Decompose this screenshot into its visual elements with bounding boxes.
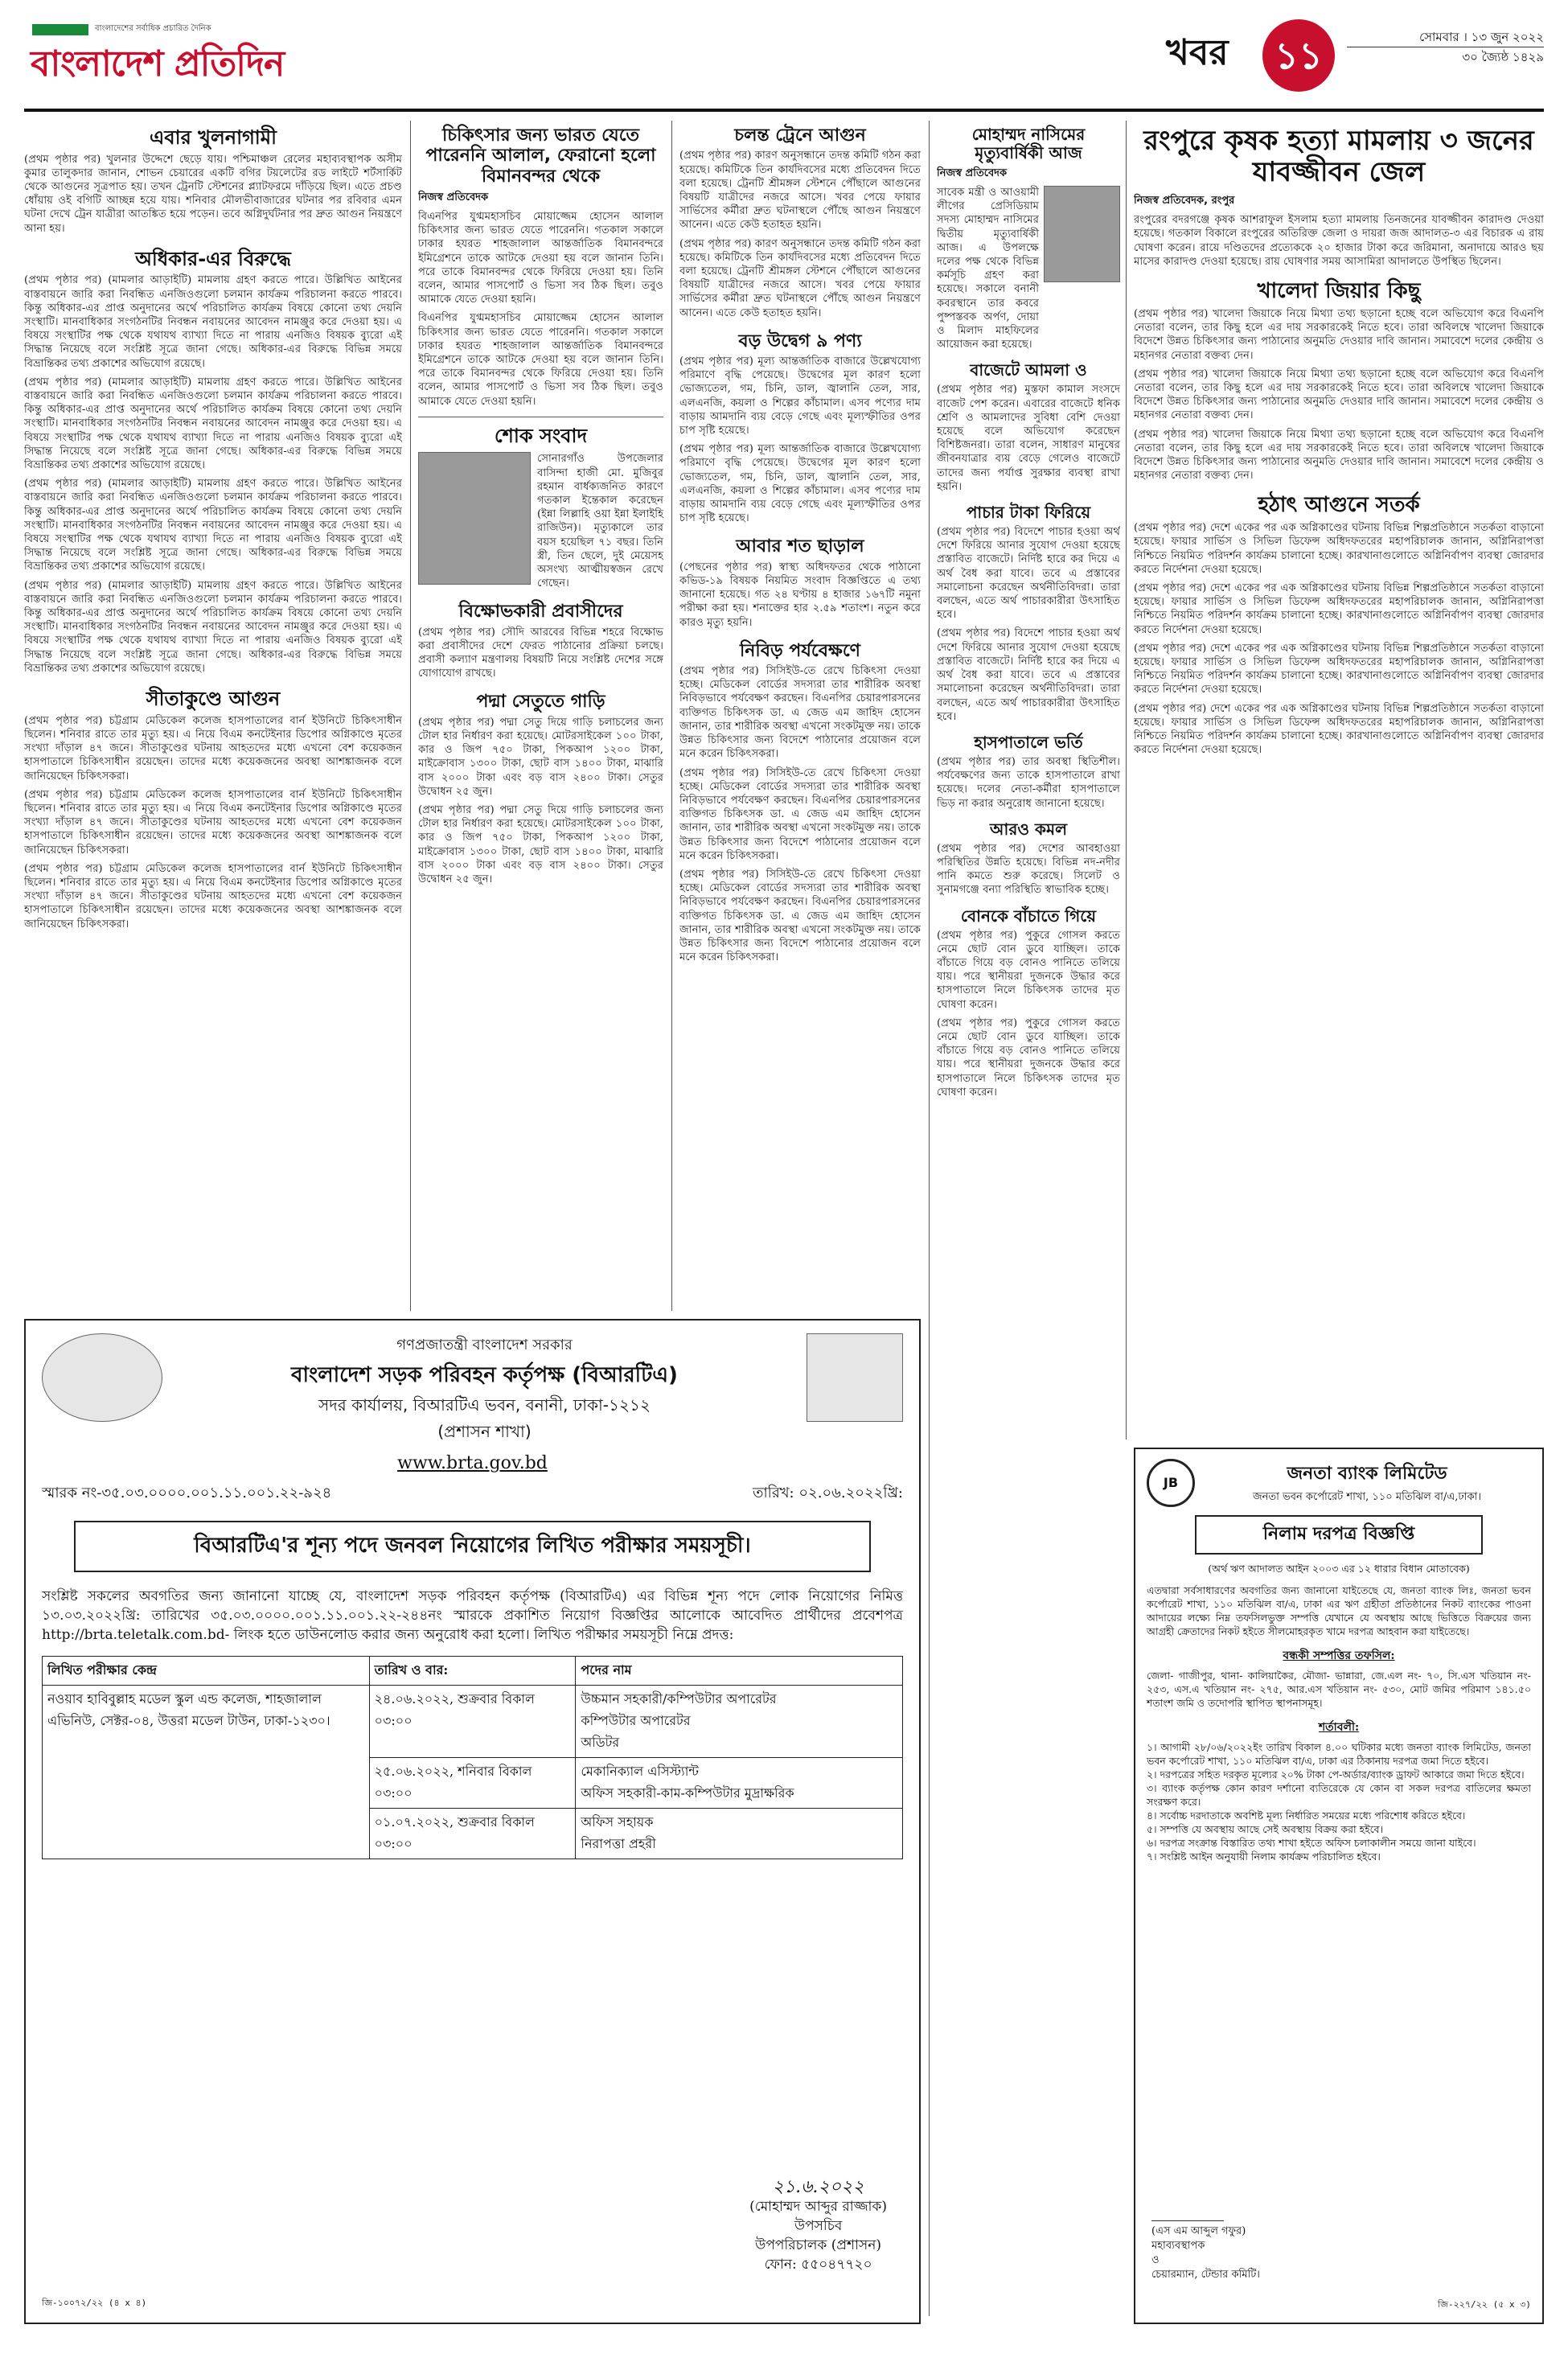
date-secondary: ৩০ জ্যৈষ্ঠ ১৪২৯ [1462, 50, 1544, 64]
story-body-continued: (প্রথম পৃষ্ঠার পর) চট্টগ্রাম মেডিকেল কলেজ হাসপাতালের বার্ন ইউনিটে চিকিৎসাধীন ছিলেন। শনিবার রাতে তার মৃত্যু হয়। এ নিয়ে বিএম কনটেইনার ডিপোর অগ্নিকাণ্ডে মৃতের সংখ্যা দাঁড়াল ৪৭ জনে। সীতাকুণ্ডের ঘটনায় আহতদের মধ্যে এখনো বেশ কয়েকজন হাসপাতালে চিকিৎসাধীন রয়েছেন। তাদের মধ্যে কয়েকজনের অবস্থা আশঙ্কাজনক বলে জানিয়েছেন চিকিৎসকরা। [24, 788, 402, 856]
post-name: উচ্চমান সহকারী/কম্পিউটার অপারেটর [581, 1691, 777, 1707]
story-body-continued: (প্রথম পৃষ্ঠার পর) সিসিইউ-তে রেখে চিকিৎসা দেওয়া হচ্ছে। মেডিকেল বোর্ডের সদস্যরা তার শারীরিক অবস্থা নিবিড়ভাবে পর্যবেক্ষণ করছেন। বিএনপির চেয়ারপারসনের ব্যক্তিগত চিকিৎসক ডা. এ জেড এম জাহিদ হোসেন জানান, তার শারীরিক অবস্থা এখনো সংকটমুক্ত নয়। তাকে উন্নত চিকিৎসার জন্য বিদেশে পাঠানোর প্রয়োজন বলে মনে করেন চিকিৎসকরা। [679, 868, 921, 964]
story-headline[interactable]: হঠাৎ আগুনে সতর্ক [1258, 493, 1420, 518]
anniversary-emblem [42, 1333, 162, 1422]
story-body-continued: (প্রথম পৃষ্ঠার পর) (মামলার আড়াইটি) মামলায় গ্রহণ করতে পারে। উল্লিখিত আইনের বাস্তবায়নে জারি করা নিবন্ধিত এনজিওগুলো চলমান কার্যক্রম পরিচালনা করতে পারবে। কিন্তু অধিকার-এর প্রাপ্ত অনুদানের অর্থে পরিচালিত কার্যক্রম বিষয়ে কোনো তথ্য দেয়নি সংস্থাটি। মানবাধিকার সংগঠনটির নিবন্ধন নবায়নের আবেদন নামঞ্জুর করে দেওয়া হয়। এ বিষয়ে সংস্থাটির পক্ষ থেকে যথাযথ ব্যাখ্যা দিতে না পারায় এনজিও বিষয়ক ব্যুরো এই সিদ্ধান্ত নিয়েছে বলে সংশ্লিষ্ট সূত্রে জানা গেছে। অধিকার-এর বিরুদ্ধে বিভিন্ন সময়ে বিভ্রান্তিকর তথ্য প্রকাশের অভিযোগ রয়েছে। [24, 376, 402, 472]
story-body-continued: (প্রথম পৃষ্ঠার পর) খালেদা জিয়াকে নিয়ে মিথ্যা তথ্য ছড়ানো হচ্ছে বলে অভিযোগ করে বিএনপি নেতারা বলেন, তার কিছু হলে এর দায় সরকারকেই নিতে হবে। তারা অবিলম্বে খালেদা জিয়াকে বিদেশে উন্নত চিকিৎসার জন্য পাঠানোর অনুমতি দেওয়ার দাবি জানান। সমাবেশে দলের কেন্দ্রীয় ও মহানগর নেতারা বক্তব্য দেন। [1134, 428, 1544, 483]
signer-name: (মোহাম্মদ আব্দুর রাজ্জাক) [749, 2199, 887, 2215]
signer-title: উপসচিব [794, 2218, 843, 2234]
story-body-continued: (প্রথম পৃষ্ঠার পর) দেশে একের পর এক অগ্নিকাণ্ডের ঘটনায় বিভিন্ন শিল্পপ্রতিষ্ঠানে সতর্কতা বাড়ানো হয়েছে। ফায়ার সার্ভিস ও সিভিল ডিফেন্স অধিদফতরের মহাপরিচালক জানান, অগ্নিনিরাপত্তা নিশ্চিতে নিয়মিত পরিদর্শন কার্যক্রম চালানো হচ্ছে। কারখানাগুলোতে অগ্নিনির্বাপণ ব্যবস্থা জোরদার করতে নির্দেশনা দেওয়া হয়েছে। [1134, 582, 1544, 636]
masthead [24, 16, 1544, 113]
story-headline[interactable]: অধিকার-এর বিরুদ্ধে [135, 247, 291, 270]
story-headline[interactable]: নিবিড় পর্যবেক্ষণে [740, 640, 860, 661]
story-headline[interactable]: চলন্ত ট্রেনে আগুন [734, 125, 866, 146]
terms-item: ৫। সম্পত্তি যে অবস্থায় আছে সেই অবস্থায় বিক্রয় করা হইবে। [1147, 1823, 1384, 1835]
story-body: (প্রথম পৃষ্ঠার পর) বিদেশে পাচার হওয়া অর্থ দেশে ফিরিয়ে আনার সুযোগ দেওয়া হয়েছে প্রস্তাবিত বাজেটে। নির্দিষ্ট হারে কর দিয়ে এ অর্থ বৈধ করা যাবে। তবে এ প্রস্তাবের সমালোচনা করেছেন অর্থনীতিবিদরা। তারা বলছেন, এতে অর্থ পাচারকারীরা উৎসাহিত হবে। [937, 526, 1120, 622]
story-headline[interactable]: মোহাম্মদ নাসিমের মৃত্যুবার্ষিকী আজ [971, 125, 1086, 162]
story-body: সাবেক মন্ত্রী ও আওয়ামী লীগের প্রেসিডিয়াম সদস্য মোহাম্মদ নাসিমের দ্বিতীয় মৃত্যুবার্ষিকী আজ। এ উপলক্ষে দলের পক্ষ থেকে বিভিন্ন কর্মসূচি গ্রহণ করা হয়েছে। সকালে বনানী কবরস্থানে তার কবরে পুষ্পস্তবক অর্পণ, দোয়া ও মিলাদ মাহফিলের আয়োজন করা হয়েছে। [937, 187, 1039, 351]
story-body-continued: (প্রথম পৃষ্ঠার পর) দেশে একের পর এক অগ্নিকাণ্ডের ঘটনায় বিভিন্ন শিল্পপ্রতিষ্ঠানে সতর্কতা বাড়ানো হয়েছে। ফায়ার সার্ভিস ও সিভিল ডিফেন্স অধিদফতরের মহাপরিচালক জানান, অগ্নিনিরাপত্তা নিশ্চিতে নিয়মিত পরিদর্শন কার্যক্রম চালানো হচ্ছে। কারখানাগুলোতে অগ্নিনির্বাপণ ব্যবস্থা জোরদার করতে নির্দেশনা দেওয়া হয়েছে। [1134, 702, 1544, 757]
byline: নিজস্ব প্রতিবেদক, রংপুর [1134, 195, 1235, 207]
terms-item: ৭। সংশ্লিষ্ট আইন অনুযায়ী নিলাম কার্যক্রম পরিচালিত হইবে। [1147, 1850, 1381, 1863]
masthead-rule [24, 109, 1544, 112]
exam-posts [576, 1686, 903, 1758]
schedule-title: বন্ধকী সম্পত্তির তফসিল: [1283, 1649, 1395, 1662]
post-name: নিরাপত্তা প্রহরী [581, 1836, 656, 1851]
story-body: (প্রথম পৃষ্ঠার পর) দেশের আবহাওয়া পরিস্থিতির উন্নতি হয়েছে। বিভিন্ন নদ-নদীর পানি কমতে শুরু করেছে। সিলেট ও সুনামগঞ্জে বন্যা পরিস্থিতি স্বাভাবিক হচ্ছে। [937, 842, 1120, 897]
exam-date: ০১.০৭.২০২২, শুক্রবার বিকাল ০৩:০০ [369, 1809, 576, 1859]
table-header-cell: পদের নাম [576, 1657, 903, 1686]
act-reference: (অর্থ ঋণ আদালত আইন ২০০৩ এর ১২ ধারার বিধান মোতাবেক) [1208, 1563, 1470, 1575]
terms-item: ১। আগামী ২৮/০৬/২০২২ইং তারিখ বিকাল ৪.০০ ঘটিকার মধ্যে জনতা ব্যাংক লিমিটেড, জনতা ভবন কর্পোরেট শাখা, ১১০ মতিঝিল বা/এ, ঢাকা এর ঠিকানায় দরপত্র জমা দিতে হইবে। [1147, 1741, 1531, 1767]
signature: ২১.৬.২০২২ [772, 2177, 864, 2197]
story-body: (প্রথম পৃষ্ঠার পর) মূল্য আন্তর্জাতিক বাজারে উল্লেখযোগ্য পরিমাণে বৃদ্ধি পেয়েছে। উদ্বেগের মূল কারণ হলো ভোজ্যতেল, গম, চিনি, ডাল, জ্বালানি তেল, সার, এলএনজি, কয়লা ও শিল্পের কাঁচামাল। এসব পণ্যের দাম বাড়ায় আমদানি ব্যয় বেড়ে গেছে এবং মূল্যস্ফীতির ওপর চাপ সৃষ্টি হয়েছে। [679, 355, 921, 437]
notice-title: নিলাম দরপত্র বিজ্ঞপ্তি [1195, 1515, 1483, 1555]
story-body-continued: বিএনপির যুগ্মমহাসচিব মোয়াজ্জেম হোসেন আলাল চিকিৎসার জন্য ভারত যেতে পারেননি। গতকাল সকালে ঢাকার হযরত শাহজালাল আন্তর্জাতিক বিমানবন্দরে ইমিগ্রেশনে তাকে আটকে দেওয়া হয় বলে জানান তিনি। পরে তাকে বিমানবন্দর থেকে ফিরিয়ে দেওয়া হয়। তিনি বলেন, আমার পাসপোর্ট ও ভিসা সব ঠিক ছিল। তবুও আমাকে যেতে দেওয়া হয়নি। [418, 312, 663, 408]
terms-item: ৬। দরপত্র সংক্রান্ত বিস্তারিত তথ্য শাখা হইতে অফিস চলাকালীন সময়ে জানা যাইবে। [1147, 1837, 1476, 1849]
signature-mark [1151, 2204, 1224, 2221]
page-number-badge: ১১ [1262, 19, 1335, 92]
story-body: (প্রথম পৃষ্ঠার পর) কারণ অনুসন্ধানে তদন্ত কমিটি গঠন করা হয়েছে। কমিটিকে তিন কার্যদিবসের মধ্যে প্রতিবেদন দিতে বলা হয়েছে। ট্রেনটি শ্রীমঙ্গল স্টেশনে পৌঁছালে আগুনের বিষয়টি যাত্রীদের নজরে আসে। খবর পেয়ে ফায়ার সার্ভিসের কর্মীরা দ্রুত ঘটনাস্থলে পৌঁছে আগুন নিয়ন্ত্রণে আনেন। এতে কেউ হতাহত হয়নি। [679, 150, 921, 232]
bank-header [1147, 1459, 1531, 1507]
signer-phone: ফোন: ৫৫০৪৭৭২০ [764, 2257, 872, 2273]
story-body-continued: (প্রথম পৃষ্ঠার পর) দেশে একের পর এক অগ্নিকাণ্ডের ঘটনায় বিভিন্ন শিল্পপ্রতিষ্ঠানে সতর্কতা বাড়ানো হয়েছে। ফায়ার সার্ভিস ও সিভিল ডিফেন্স অধিদফতরের মহাপরিচালক জানান, অগ্নিনিরাপত্তা নিশ্চিতে নিয়মিত পরিদর্শন কার্যক্রম চালানো হচ্ছে। কারখানাগুলোতে অগ্নিনির্বাপণ ব্যবস্থা জোরদার করতে নির্দেশনা দেওয়া হয়েছে। [1134, 642, 1544, 696]
column-divider [410, 121, 411, 1311]
signer-role: উপপরিচালক (প্রশাসন) [755, 2237, 882, 2253]
portrait-photo [1044, 186, 1120, 282]
story-body: (প্রথম পৃষ্ঠার পর) পুকুরে গোসল করতে নেমে ছোট বোন ডুবে যাচ্ছিল। তাকে বাঁচাতে গিয়ে বড় বোনও পানিতে তলিয়ে যায়। পরে স্থানীয়রা দুজনকে উদ্ধার করে হাসপাতালে নিলে চিকিৎসক তাদের মৃত ঘোষণা করেন। [937, 929, 1120, 1011]
column-5 [1134, 121, 1544, 1440]
table-header-cell: তারিখ ও বার: [369, 1657, 576, 1686]
table-header-row [43, 1657, 903, 1686]
table-header-cell: লিখিত পরীক্ষার কেন্দ্র [43, 1657, 370, 1686]
brta-advertisement[interactable] [24, 1319, 921, 2324]
story-headline[interactable]: বিক্ষোভকারী প্রবাসীদের [458, 602, 623, 622]
story-body-continued: (প্রথম পৃষ্ঠার পর) (মামলার আড়াইটি) মামলায় গ্রহণ করতে পারে। উল্লিখিত আইনের বাস্তবায়নে জারি করা নিবন্ধিত এনজিওগুলো চলমান কার্যক্রম পরিচালনা করতে পারবে। কিন্তু অধিকার-এর প্রাপ্ত অনুদানের অর্থে পরিচালিত কার্যক্রম বিষয়ে কোনো তথ্য দেয়নি সংস্থাটি। মানবাধিকার সংগঠনটির নিবন্ধন নবায়নের আবেদন নামঞ্জুর করে দেওয়া হয়। এ বিষয়ে সংস্থাটির পক্ষ থেকে যথাযথ ব্যাখ্যা দিতে না পারায় এনজিও বিষয়ক ব্যুরো এই সিদ্ধান্ত নিয়েছে বলে সংশ্লিষ্ট সূত্রে জানা গেছে। অধিকার-এর বিরুদ্ধে বিভিন্ন সময়ে বিভ্রান্তিকর তথ্য প্রকাশের অভিযোগ রয়েছে। [24, 579, 402, 675]
story-body: (প্রথম পৃষ্ঠার পর) মুস্তফা কামাল সংসদে বাজেট পেশ করেন। এবারের বাজেটে ধনিক শ্রেণি ও আমলাদের সুবিধা বেশি দেওয়া হয়েছে বলে অভিযোগ করেছেন বিশিষ্টজনরা। তারা বলেন, সাধারণ মানুষের জীবনযাত্রার ব্যয় বেড়ে গেলেও বাজেটে তাদের জন্য পর্যাপ্ত সুরক্ষার ব্যবস্থা রাখা হয়নি। [937, 384, 1120, 493]
section-title: খবর [1166, 32, 1229, 73]
story-body: (প্রথম পৃষ্ঠার পর) (মামলার আড়াইটি) মামলায় গ্রহণ করতে পারে। উল্লিখিত আইনের বাস্তবায়নে জারি করা নিবন্ধিত এনজিওগুলো চলমান কার্যক্রম পরিচালনা করতে পারবে। কিন্তু অধিকার-এর প্রাপ্ত অনুদানের অর্থে পরিচালিত কার্যক্রম বিষয়ে কোনো তথ্য দেয়নি সংস্থাটি। মানবাধিকার সংগঠনটির নিবন্ধন নবায়নের আবেদন নামঞ্জুর করে দেওয়া হয়। এ বিষয়ে সংস্থাটির পক্ষ থেকে যথাযথ ব্যাখ্যা দিতে না পারায় এনজিও বিষয়ক ব্যুরো এই সিদ্ধান্ত নিয়েছে বলে সংশ্লিষ্ট সূত্রে জানা গেছে। অধিকার-এর বিরুদ্ধে বিভিন্ন সময়ে বিভ্রান্তিকর তথ্য প্রকাশের অভিযোগ রয়েছে। [24, 274, 402, 370]
post-name: অফিস সহকারী-কাম-কম্পিউটার মুদ্রাক্ষরিক [581, 1785, 794, 1801]
website-link[interactable]: www.brta.gov.bd [397, 1453, 548, 1473]
story-body: (প্রথম পৃষ্ঠার পর) চট্টগ্রাম মেডিকেল কলেজ হাসপাতালের বার্ন ইউনিটে চিকিৎসাধীন ছিলেন। শনিবার রাতে তার মৃত্যু হয়। এ নিয়ে বিএম কনটেইনার ডিপোর অগ্নিকাণ্ডে মৃতের সংখ্যা দাঁড়াল ৪৭ জনে। সীতাকুণ্ডের ঘটনায় আহতদের মধ্যে এখনো বেশ কয়েকজন হাসপাতালে চিকিৎসাধীন রয়েছেন। তাদের মধ্যে কয়েকজনের অবস্থা আশঙ্কাজনক বলে জানিয়েছেন চিকিৎসকরা। [24, 714, 402, 782]
newspaper-logo[interactable] [24, 16, 289, 105]
story-body: (প্রথম পৃষ্ঠার পর) পদ্মা সেতু দিয়ে গাড়ি চলাচলের জন্য টোল হার নির্ধারণ করা হয়েছে। মোটরসাইকেল ১০০ টাকা, কার ও জিপ ৭৫০ টাকা, পিকআপ ১২০০ টাকা, মাইক্রোবাস ১৩০০ টাকা, ছোট বাস ১৪০০ টাকা, মাঝারি বাস ২০০০ টাকা এবং বড় বাস ২৪০০ টাকা। সেতুর উদ্বোধন ২৫ জুন। [418, 716, 663, 798]
bank-logo: JB [1147, 1459, 1195, 1507]
logo-name: বাংলাদেশ প্রতিদিন [31, 43, 285, 84]
story-body: বিএনপির যুগ্মমহাসচিব মোয়াজ্জেম হোসেন আলাল চিকিৎসার জন্য ভারত যেতে পারেননি। গতকাল সকালে ঢাকার হযরত শাহজালাল আন্তর্জাতিক বিমানবন্দরে ইমিগ্রেশনে তাকে আটকে দেওয়া হয় বলে জানান তিনি। পরে তাকে বিমানবন্দর থেকে ফিরিয়ে দেওয়া হয়। তিনি বলেন, আমার পাসপোর্ট ও ভিসা সব ঠিক ছিল। তবুও আমাকে যেতে দেওয়া হয়নি। [418, 210, 663, 306]
story-body-continued: (প্রথম পৃষ্ঠার পর) পদ্মা সেতু দিয়ে গাড়ি চলাচলের জন্য টোল হার নির্ধারণ করা হয়েছে। মোটরসাইকেল ১০০ টাকা, কার ও জিপ ৭৫০ টাকা, পিকআপ ১২০০ টাকা, মাইক্রোবাস ১৩০০ টাকা, ছোট বাস ১৪০০ টাকা, মাঝারি বাস ২০০০ টাকা এবং বড় বাস ২৪০০ টাকা। সেতুর উদ্বোধন ২৫ জুন। [418, 803, 663, 885]
story-headline[interactable]: আরও কমল [989, 819, 1067, 839]
column-4 [937, 121, 1120, 1970]
story-headline[interactable]: সীতাকুণ্ডে আগুন [146, 688, 281, 711]
obituary-block [418, 452, 663, 590]
memo-number: স্মারক নং-৩৫.০৩.০০০০.০০১.১১.০০১.২২-৯২৪ [42, 1485, 332, 1501]
ad-code: জি-২২৭/২২ (৫ x ৩) [1437, 2299, 1531, 2310]
exam-date: ২৫.০৬.২০২২, শনিবার বিকাল ০৩:০০ [369, 1758, 576, 1809]
story-body-continued: (প্রথম পৃষ্ঠার পর) চট্টগ্রাম মেডিকেল কলেজ হাসপাতালের বার্ন ইউনিটে চিকিৎসাধীন ছিলেন। শনিবার রাতে তার মৃত্যু হয়। এ নিয়ে বিএম কনটেইনার ডিপোর অগ্নিকাণ্ডে মৃতের সংখ্যা দাঁড়াল ৪৭ জনে। সীতাকুণ্ডের ঘটনায় আহতদের মধ্যে এখনো বেশ কয়েকজন হাসপাতালে চিকিৎসাধীন রয়েছেন। তাদের মধ্যে কয়েকজনের অবস্থা আশঙ্কাজনক বলে জানিয়েছেন চিকিৎসকরা। [24, 862, 402, 930]
signer-title: মহাব্যবস্থাপক [1151, 2240, 1205, 2252]
story-body: (প্রথম পৃষ্ঠার পর) সিসিইউ-তে রেখে চিকিৎসা দেওয়া হচ্ছে। মেডিকেল বোর্ডের সদস্যরা তার শারীরিক অবস্থা নিবিড়ভাবে পর্যবেক্ষণ করছেন। বিএনপির চেয়ারপারসনের ব্যক্তিগত চিকিৎসক ডা. এ জেড এম জাহিদ হোসেন জানান, তার শারীরিক অবস্থা এখনো সংকটমুক্ত নয়। তাকে উন্নত চিকিৎসার জন্য বিদেশে পাঠানোর প্রয়োজন বলে মনে করেন চিকিৎসকরা। [679, 665, 921, 761]
obituary-text: সোনারগাঁও উপজেলার বাসিন্দা হাজী মো. মুজিবুর রহমান বার্ধক্যজনিত কারণে গতকাল ইন্তেকাল করেছেন (ইন্না লিল্লাহি ওয়া ইন্না ইলাইহি রাজিউন)। মৃত্যুকালে তার বয়স হয়েছিল ৭১ বছর। তিনি স্ত্রী, তিন ছেলে, দুই মেয়েসহ অসংখ্য আত্মীয়স্বজন রেখে গেছেন। [537, 453, 663, 590]
mujib-borsho-logo [807, 1333, 903, 1422]
exam-date: ২৪.০৬.২০২২, শুক্রবার বিকাল ০৩:০০ [369, 1686, 576, 1758]
post-name: কম্পিউটার অপারেটর [581, 1713, 691, 1728]
portrait-photo [418, 452, 531, 585]
schedule-text: জেলা- গাজীপুর, থানা- কালিয়াকৈর, মৌজা- ভান্নারা, জে.এল নং- ৭০, সি.এস খতিয়ান নং- ২৫৩, এস.এ খতিয়ান নং- ২৭৫, আর.এস খতিয়ান নং- ৫৩০, মোট জমির পরিমাণ ১৪১.৫০ শতাংশ জমি ও তদোপরি স্থাপিত স্থাপনাসমূহ। [1147, 1670, 1531, 1709]
column-divider [929, 121, 930, 2316]
bank-address: জনতা ভবন কর্পোরেট শাখা, ১১০ মতিঝিল বা/এ,ঢাকা। [1253, 1491, 1481, 1503]
story-headline[interactable]: বাজেটে আমলা ও [970, 360, 1087, 380]
story-headline[interactable]: হাসপাতালে ভর্তি [974, 732, 1083, 752]
memo-line [42, 1481, 903, 1506]
signature-block [749, 2178, 887, 2274]
post-name: মেকানিক্যাল এসিস্ট্যান্ট [581, 1764, 699, 1779]
exam-posts [576, 1758, 903, 1809]
column-1 [24, 121, 402, 1311]
story-headline[interactable]: এবার খুলনাগামী [150, 126, 277, 149]
story-headline[interactable]: বোনকে বাঁচাতে গিয়ে [960, 906, 1097, 926]
story-body-continued: (প্রথম পৃষ্ঠার পর) কারণ অনুসন্ধানে তদন্ত কমিটি গঠন করা হয়েছে। কমিটিকে তিন কার্যদিবসের মধ্যে প্রতিবেদন দিতে বলা হয়েছে। ট্রেনটি শ্রীমঙ্গল স্টেশনে পৌঁছালে আগুনের বিষয়টি যাত্রীদের নজরে আসে। খবর পেয়ে ফায়ার সার্ভিসের কর্মীরা দ্রুত ঘটনাস্থলে পৌঁছে আগুন নিয়ন্ত্রণে আনেন। এতে কেউ হতাহত হয়নি। [679, 237, 921, 319]
column-2 [418, 121, 663, 1311]
notice-title: বিআরটিএ'র শূন্য পদে জনবল নিয়োগের লিখিত পরীক্ষার সময়সূচী। [74, 1521, 871, 1572]
notice-body: সংশ্লিষ্ট সকলের অবগতির জন্য জানানো যাচ্ছে যে, বাংলাদেশ সড়ক পরিবহন কর্তৃপক্ষ (বিআরটিএ) এর বিভিন্ন শূন্য পদে লোক নিয়োগের নিমিত্ত ১৩.০৩.২০২২খ্রি: তারিখের ৩৫.০৩.০০০০.০০১.১১.০০১.২২-২৪৪নং স্মারকে প্রকাশিত নিয়োগ বিজ্ঞপ্তির আলোকে আবেদিত প্রার্থীদের প্রবেশপত্র http://brta.teletalk.com.bd- লিংক হতে ডাউনলোড করার জন্য অনুরোধ করা হলো। লিখিত পরীক্ষার সময়সূচী নিম্নে প্রদত্ত: [42, 1588, 903, 1643]
signer-name: (এস এম আব্দুল গফুর) [1151, 2225, 1246, 2237]
anniversary-block [937, 186, 1120, 351]
logo-tagline: বাংলাদেশের সর্বাধিক প্রচারিত দৈনিক [95, 24, 211, 33]
memo-date: তারিখ: ০২.০৬.২০২২খ্রি: [752, 1485, 903, 1501]
terms-item: ৩। ব্যাংক কর্তৃপক্ষ কোন কারণ দর্শানো ব্যতিরেকে যে কোন বা সকল দরপত্র বাতিলের ক্ষমতা সংরক্ষণ করে। [1147, 1782, 1531, 1808]
story-body: (প্রথম পৃষ্ঠার পর) তার অবস্থা স্থিতিশীল। পর্যবেক্ষণের জন্য তাকে হাসপাতালে রাখা হয়েছে। দলের নেতা-কর্মীরা হাসপাতালে ভিড় না করার অনুরোধ জানানো হয়েছে। [937, 755, 1120, 810]
table-row [43, 1686, 903, 1758]
authority-name: বাংলাদেশ সড়ক পরিবহন কর্তৃপক্ষ (বিআরটিএ) [291, 1363, 678, 1387]
ad-header [42, 1333, 903, 1447]
story-body-continued: (প্রথম পৃষ্ঠার পর) মূল্য আন্তর্জাতিক বাজারে উল্লেখযোগ্য পরিমাণে বৃদ্ধি পেয়েছে। উদ্বেগের মূল কারণ হলো ভোজ্যতেল, গম, চিনি, ডাল, জ্বালানি তেল, সার, এলএনজি, কয়লা ও শিল্পের কাঁচামাল। এসব পণ্যের দাম বাড়ায় আমদানি ব্যয় বেড়ে গেছে এবং মূল্যস্ফীতির ওপর চাপ সৃষ্টি হয়েছে। [679, 443, 921, 525]
date-primary: সোমবার । ১৩ জুন ২০২২ [1347, 27, 1544, 47]
notice-body: এতদ্বারা সর্বসাধারণের অবগতির জন্য জানানো যাইতেছে যে, জনতা ব্যাংক লিঃ, জনতা ভবন কর্পোরেট শাখা, ১১০ মতিঝিল বা/এ, ঢাকা এর ঋণ গ্রহীতা প্রতিষ্ঠানের নিকট ব্যাংকের পাওনা আদায়ের লক্ষ্যে নিম্ন তফসিলভুক্ত সম্পত্তি যেখানে যে অবস্থায় আছে ভিত্তিতে বিক্রয়ের জন্য আগ্রহী ক্রেতাদের নিকট হইতে সীলমোহরকৃত খামে দরপত্র আহবান করা যাইতেছে। [1147, 1584, 1531, 1637]
column-3 [679, 121, 921, 1311]
story-headline[interactable]: পদ্মা সেতুতে গাড়ি [476, 692, 605, 713]
column-divider [671, 121, 672, 1311]
ad-header-text [162, 1333, 807, 1447]
bank-title [1203, 1460, 1531, 1506]
terms-item: ৪। সর্বোচ্চ দরদাতাকে অবশিষ্ট মূল্য নির্ধারিত সময়ের মধ্যে পরিশোধ করিতে হইবে। [1147, 1809, 1466, 1822]
ad-code: জি-১০০৭২/২২ (৪ x ৪) [42, 2298, 147, 2308]
story-headline[interactable]: আবার শত ছাড়াল [736, 536, 864, 557]
story-body: (প্রথম পৃষ্ঠার পর) খালেদা জিয়াকে নিয়ে মিথ্যা তথ্য ছড়ানো হচ্ছে বলে অভিযোগ করে বিএনপি নেতারা বলেন, তার কিছু হলে এর দায় সরকারকেই নিতে হবে। তারা অবিলম্বে খালেদা জিয়াকে বিদেশে উন্নত চিকিৎসার জন্য পাঠানোর অনুমতি দেওয়ার দাবি জানান। সমাবেশে দলের কেন্দ্রীয় ও মহানগর নেতারা বক্তব্য দেন। [1134, 307, 1544, 362]
story-body-continued: (প্রথম পৃষ্ঠার পর) খালেদা জিয়াকে নিয়ে মিথ্যা তথ্য ছড়ানো হচ্ছে বলে অভিযোগ করে বিএনপি নেতারা বলেন, তার কিছু হলে এর দায় সরকারকেই নিতে হবে। তারা অবিলম্বে খালেদা জিয়াকে বিদেশে উন্নত চিকিৎসার জন্য পাঠানোর অনুমতি দেওয়ার দাবি জানান। সমাবেশে দলের কেন্দ্রীয় ও মহানগর নেতারা বক্তব্য দেন। [1134, 368, 1544, 422]
date-box [1347, 27, 1544, 67]
story-body-continued: (প্রথম পৃষ্ঠার পর) বিদেশে পাচার হওয়া অর্থ দেশে ফিরিয়ে আনার সুযোগ দেওয়া হয়েছে প্রস্তাবিত বাজেটে। নির্দিষ্ট হারে কর দিয়ে এ অর্থ বৈধ করা যাবে। তবে এ প্রস্তাবের সমালোচনা করেছেন অর্থনীতিবিদরা। তারা বলছেন, এতে অর্থ পাচারকারীরা উৎসাহিত হবে। [937, 627, 1120, 723]
story-headline[interactable]: শোক সংবাদ [494, 424, 588, 447]
story-body: রংপুরের বদরগঞ্জে কৃষক আশরাফুল ইসলাম হত্যা মামলায় তিনজনের যাবজ্জীবন কারাদণ্ড দেওয়া হয়েছে। গতকাল বিকালে রংপুরের অতিরিক্ত জেলা ও দায়রা জজ আদালত-৩ এর বিচারক এ রায় ঘোষণা করেন। রায়ে দণ্ডিতদের প্রত্যেককে ২০ হাজার টাকা করে জরিমানা, অনাদায়ে আরও ছয় মাসের কারাদণ্ড দেওয়া হয়েছে। রায় ঘোষণার সময় আসামিরা আদালতে উপস্থিত ছিলেন। [1134, 214, 1544, 268]
logo-accent-bar [32, 24, 88, 35]
bank-name: জনতা ব্যাংক লিমিটেড [1287, 1464, 1447, 1484]
post-name: অফিস সহায়ক [581, 1814, 654, 1830]
signature-block [1151, 2204, 1260, 2282]
story-body-continued: (প্রথম পৃষ্ঠার পর) পুকুরে গোসল করতে নেমে ছোট বোন ডুবে যাচ্ছিল। তাকে বাঁচাতে গিয়ে বড় বোনও পানিতে তলিয়ে যায়। পরে স্থানীয়রা দুজনকে উদ্ধার করে হাসপাতালে নিলে চিকিৎসক তাদের মৃত ঘোষণা করেন। [937, 1017, 1120, 1099]
byline: নিজস্ব প্রতিবেদক [418, 191, 489, 203]
terms-item: ২। দরপত্রের সহিত দরকৃত মূল্যের ২০% টাকা পে-অর্ডার/ব্যাংক ড্রাফট আকারে জমা দিতে হইবে। [1147, 1768, 1525, 1780]
story-body-continued: (প্রথম পৃষ্ঠার পর) (মামলার আড়াইটি) মামলায় গ্রহণ করতে পারে। উল্লিখিত আইনের বাস্তবায়নে জারি করা নিবন্ধিত এনজিওগুলো চলমান কার্যক্রম পরিচালনা করতে পারবে। কিন্তু অধিকার-এর প্রাপ্ত অনুদানের অর্থে পরিচালিত কার্যক্রম বিষয়ে কোনো তথ্য দেয়নি সংস্থাটি। মানবাধিকার সংগঠনটির নিবন্ধন নবায়নের আবেদন নামঞ্জুর করে দেওয়া হয়। এ বিষয়ে সংস্থাটির পক্ষ থেকে যথাযথ ব্যাখ্যা দিতে না পারায় এনজিও বিষয়ক ব্যুরো এই সিদ্ধান্ত নিয়েছে বলে সংশ্লিষ্ট সূত্রে জানা গেছে। অধিকার-এর বিরুদ্ধে বিভিন্ন সময়ে বিভ্রান্তিকর তথ্য প্রকাশের অভিযোগ রয়েছে। [24, 478, 402, 573]
signer-committee: চেয়ারম্যান, টেন্ডার কমিটি। [1151, 2269, 1260, 2281]
column-divider [1126, 121, 1127, 1440]
byline: নিজস্ব প্রতিবেদক [937, 167, 1008, 179]
story-headline[interactable]: পাচার টাকা ফিরিয়ে [966, 503, 1091, 523]
janata-bank-advertisement[interactable] [1134, 1448, 1544, 2324]
story-body: (প্রথম পৃষ্ঠার পর) দেশে একের পর এক অগ্নিকাণ্ডের ঘটনায় বিভিন্ন শিল্পপ্রতিষ্ঠানে সতর্কতা বাড়ানো হয়েছে। ফায়ার সার্ভিস ও সিভিল ডিফেন্স অধিদফতরের মহাপরিচালক জানান, অগ্নিনিরাপত্তা নিশ্চিতে নিয়মিত পরিদর্শন কার্যক্রম চালানো হচ্ছে। কারখানাগুলোতে অগ্নিনির্বাপণ ব্যবস্থা জোরদার করতে নির্দেশনা দেওয়া হয়েছে। [1134, 522, 1544, 576]
story-body: (প্রথম পৃষ্ঠার পর) খুলনার উদ্দেশে ছেড়ে যায়। পশ্চিমাঞ্চল রেলের মহাব্যবস্থাপক অসীম কুমার তালুকদার জানান, শোভন চেয়ারের একটি বগির টয়লেটের রড লাইটে শর্টসার্কিট থেকে আগুনের সূত্রপাত হয়। তখন ট্রেনটি স্টেশনের প্ল্যাটফরমে দাঁড়িয়ে ছিল। এতে প্রচণ্ড ধোঁয়ায় ওই বগিটি আচ্ছন্ন হয়ে যায়। শনিবার মৌলভীবাজারের ঘটনার পর রবিবার এমন ঘটনা দেখে ট্রেন যাত্রীরা আতঙ্কিত হয়ে পড়েন। তবে অগ্নিদুর্ঘটনার পর দ্রুত আগুন নিয়ন্ত্রণে আনা হয়। [24, 153, 402, 235]
exam-posts [576, 1809, 903, 1859]
authority-address: সদর কার্যালয়, বিআরটিএ ভবন, বনানী, ঢাকা-১২১২ [318, 1395, 651, 1415]
story-body-continued: (প্রথম পৃষ্ঠার পর) সিসিইউ-তে রেখে চিকিৎসা দেওয়া হচ্ছে। মেডিকেল বোর্ডের সদস্যরা তার শারীরিক অবস্থা নিবিড়ভাবে পর্যবেক্ষণ করছেন। বিএনপির চেয়ারপারসনের ব্যক্তিগত চিকিৎসক ডা. এ জেড এম জাহিদ হোসেন জানান, তার শারীরিক অবস্থা এখনো সংকটমুক্ত নয়। তাকে উন্নত চিকিৎসার জন্য বিদেশে পাঠানোর প্রয়োজন বলে মনে করেন চিকিৎসকরা। [679, 766, 921, 862]
exam-schedule-table [42, 1656, 903, 1859]
terms-title: শর্তাবলী: [1318, 1721, 1360, 1734]
signer-role: ও [1151, 2254, 1160, 2266]
story-body: (পেছনের পৃষ্ঠার পর) স্বাস্থ্য অধিদফতর থেকে পাঠানো কভিড-১৯ বিষয়ক নিয়মিত সংবাদ বিজ্ঞপ্তিতে এ তথ্য জানানো হয়েছে। গত ২৪ ঘণ্টায় ৪ হাজার ১৬৭টি নমুনা পরীক্ষা করা হয়। শনাক্তের হার ২.৫৯ শতাংশ। নতুন করে কারও মৃত্যু হয়নি। [679, 561, 921, 629]
lead-headline[interactable]: রংপুরে কৃষক হত্যা মামলায় ৩ জনের যাবজ্জীবন জেল [1143, 125, 1534, 189]
branch-name: (প্রশাসন শাখা) [437, 1422, 532, 1441]
story-headline[interactable]: চিকিৎসার জন্য ভারত যেতে পারেননি আলাল, ফেরানো হলো বিমানবন্দর থেকে [425, 125, 656, 187]
story-body: (প্রথম পৃষ্ঠার পর) সৌদি আরবের বিভিন্ন শহরে বিক্ষোভ করা প্রবাসীদের দেশে ফেরত পাঠানোর প্রক্রিয়া চলছে। প্রবাসী কল্যাণ মন্ত্রণালয় বিষয়টি নিয়ে সংশ্লিষ্ট দেশের সঙ্গে যোগাযোগ রাখছে। [418, 626, 663, 680]
story-headline[interactable]: বড় উদ্বেগ ৯ পণ্য [738, 331, 862, 351]
post-name: অডিটর [581, 1735, 620, 1750]
exam-center: নওয়াব হাবিবুল্লাহ মডেল স্কুল এন্ড কলেজ, শাহজালাল এভিনিউ, সেক্টর-০৪, উত্তরা মডেল টাউন, ঢাকা-১২৩০। [43, 1686, 370, 1859]
story-headline[interactable]: খালেদা জিয়ার কিছু [1257, 279, 1421, 303]
govt-line: গণপ্রজাতন্ত্রী বাংলাদেশ সরকার [396, 1337, 573, 1353]
